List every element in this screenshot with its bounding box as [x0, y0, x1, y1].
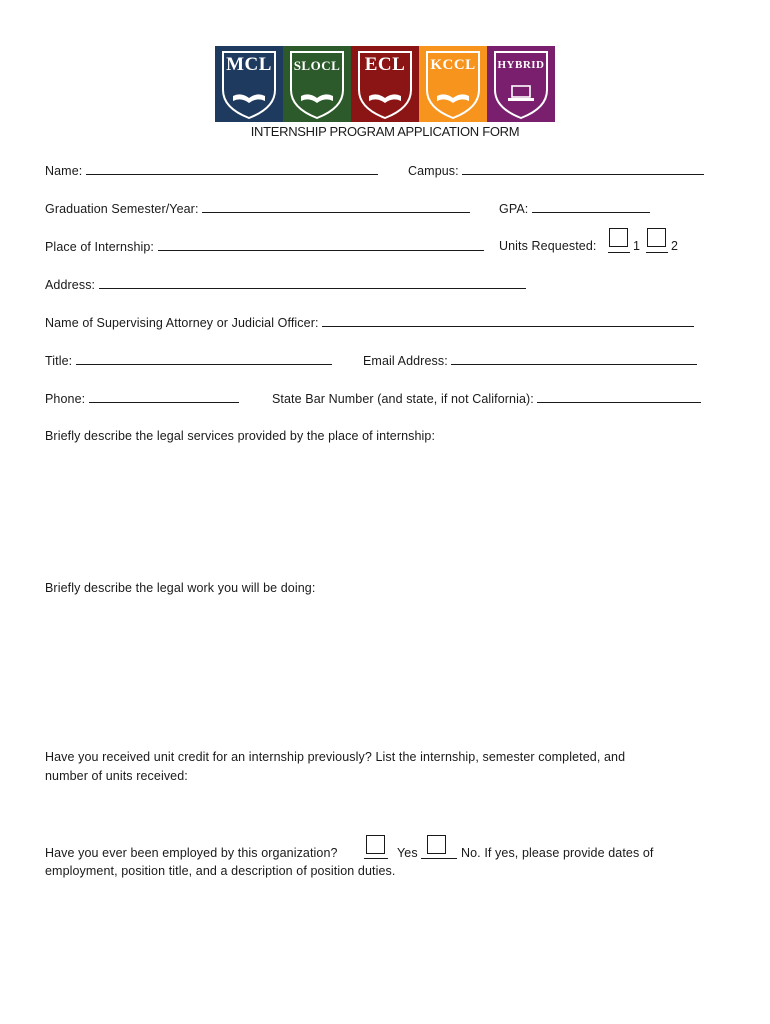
name-field[interactable] [86, 162, 378, 175]
graduation-label: Graduation Semester/Year: [45, 202, 199, 216]
logo-mcl [215, 46, 283, 122]
email-field[interactable] [451, 352, 697, 365]
prior-credit-question-line-2: number of units received: [45, 769, 188, 783]
place-field[interactable] [158, 238, 484, 251]
legal-services-question: Briefly describe the legal services provided by the place of internship: [45, 429, 436, 443]
logo-text: ECL [364, 54, 406, 75]
unit-1-label: 1 [633, 239, 641, 253]
phone-row [45, 390, 239, 407]
employed-question: Have you ever been employed by this organization? [45, 846, 338, 860]
employed-yes-checkbox[interactable] [366, 835, 385, 854]
email-label: Email Address: [363, 354, 448, 368]
logo-slocl [283, 46, 351, 122]
title-label: Title: [45, 354, 73, 368]
campus-field[interactable] [462, 162, 704, 175]
logo-kccl [419, 46, 487, 122]
form-title: INTERNSHIP PROGRAM APPLICATION FORM [250, 124, 520, 139]
title-field[interactable] [76, 352, 332, 365]
logo-strip [215, 46, 555, 122]
name-label: Name: [45, 164, 83, 178]
state-bar-field[interactable] [537, 390, 701, 403]
place-label: Place of Internship: [45, 240, 155, 254]
gpa-label: GPA: [499, 202, 529, 216]
employed-yes-label: Yes [397, 846, 418, 860]
address-label: Address: [45, 278, 96, 292]
prior-credit-question-line-1: Have you received unit credit for an internship previously? List the internship, semester completed, and [45, 750, 626, 764]
state-bar-label: State Bar Number (and state, if not California): [272, 392, 534, 406]
logo-text: HYBRID [497, 59, 545, 71]
legal-work-question: Briefly describe the legal work you will be doing: [45, 581, 316, 595]
unit-1-checkbox[interactable] [609, 228, 628, 247]
gpa-row [499, 200, 650, 217]
phone-label: Phone: [45, 392, 86, 406]
graduation-row [45, 200, 470, 217]
unit-1-line [608, 252, 630, 253]
logo-text: MCL [226, 54, 272, 75]
graduation-field[interactable] [202, 200, 470, 213]
unit-2-checkbox[interactable] [647, 228, 666, 247]
employed-no-line [421, 858, 457, 859]
address-row [45, 276, 526, 293]
title-row [45, 352, 332, 369]
supervising-row [45, 314, 694, 331]
campus-label: Campus: [408, 164, 459, 178]
employed-question-line-2: employment, position title, and a description of position duties. [45, 864, 396, 878]
employed-no-label: No. If yes, please provide dates of [461, 846, 654, 860]
email-row [363, 352, 697, 369]
logo-ecl [351, 46, 419, 122]
campus-row [408, 162, 704, 179]
name-row [45, 162, 378, 179]
state-bar-row [272, 390, 701, 407]
unit-2-label: 2 [671, 239, 679, 253]
address-field[interactable] [99, 276, 526, 289]
units-requested-label: Units Requested: [499, 239, 597, 253]
logo-text: SLOCL [293, 58, 341, 73]
unit-2-line [646, 252, 668, 253]
logo-hybrid [487, 46, 555, 122]
employed-no-checkbox[interactable] [427, 835, 446, 854]
place-row [45, 238, 484, 255]
gpa-field[interactable] [532, 200, 650, 213]
supervising-field[interactable] [322, 314, 694, 327]
logo-text: KCCL [430, 57, 476, 73]
employed-yes-line [364, 858, 388, 859]
phone-field[interactable] [89, 390, 239, 403]
supervising-label: Name of Supervising Attorney or Judicial Officer: [45, 316, 319, 330]
